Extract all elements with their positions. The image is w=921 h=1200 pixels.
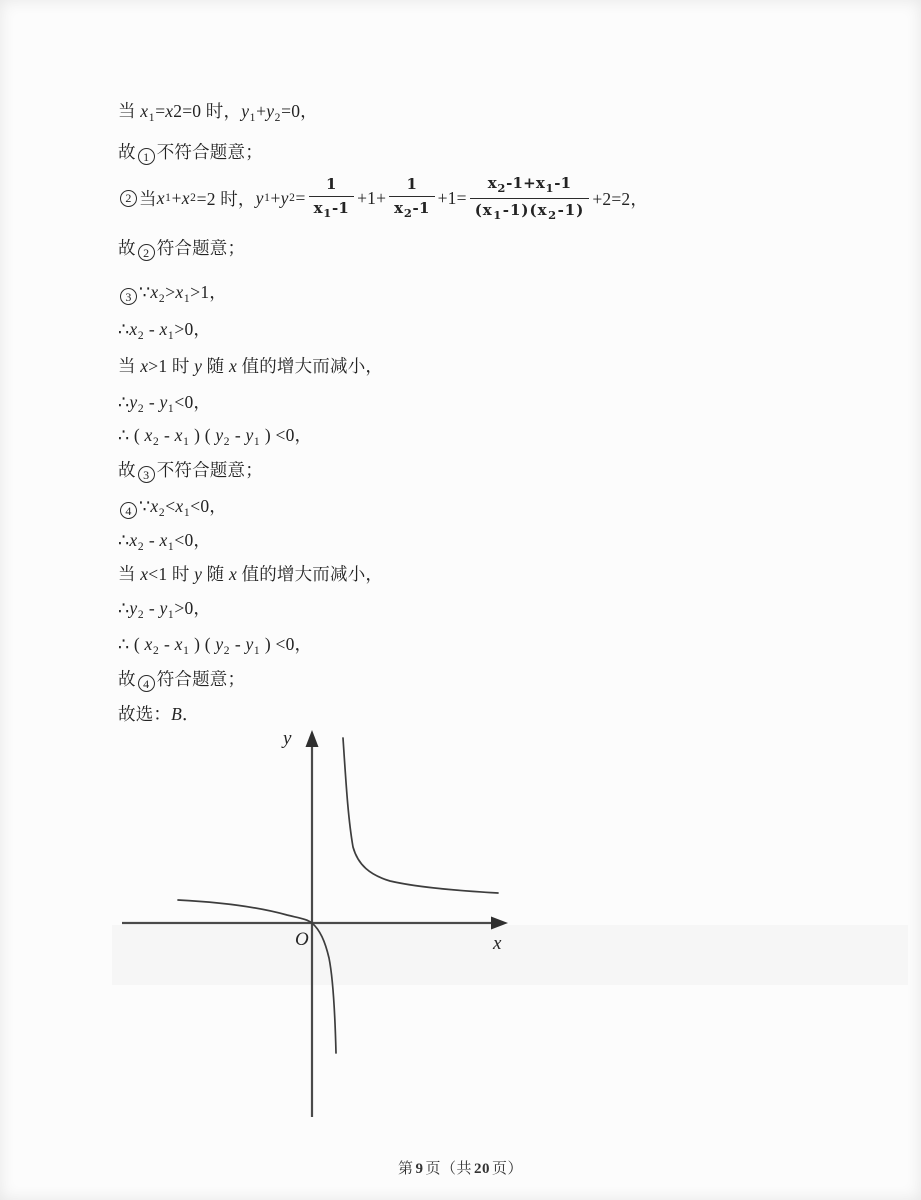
equation-lead: 2 当 x 1 + x 2 =2 时， y 1 + y 2 = xyxy=(118,186,306,211)
footer-middle: 页（共 xyxy=(425,1161,472,1177)
fraction-1 xyxy=(309,175,354,220)
hyperbola-upper-branch xyxy=(343,738,498,893)
solution-line: 故选：B． xyxy=(118,704,200,724)
footer-page-number: 9 xyxy=(415,1161,424,1177)
equation-tail: +2=2， xyxy=(592,188,649,209)
solution-line: 故 2 符合题意； xyxy=(118,238,246,260)
scan-artifact-band xyxy=(112,925,908,985)
solution-line: 故 4 符合题意； xyxy=(118,669,246,691)
footer-total-pages: 20 xyxy=(474,1161,490,1177)
origin-label: O xyxy=(295,929,309,950)
function-graph xyxy=(0,713,921,1150)
solution-line: $\therefore x_2 - x_1<0$， xyxy=(118,530,212,553)
fraction-3 xyxy=(470,174,590,222)
equation-mid: +1+ xyxy=(357,187,387,208)
fraction-denominator: $x_1-1$ xyxy=(309,196,354,220)
solution-line: 故 3 不符合题意； xyxy=(118,460,263,482)
solution-line: $\therefore y_2 - y_1<0$， xyxy=(118,392,212,415)
equation-mid: +1= xyxy=(437,187,467,208)
solution-line: ∴ ( $x_2 - x_1$ ) ( $y_2 - y_1$ ) <0， xyxy=(118,634,313,657)
fraction-2 xyxy=(389,175,434,220)
footer-suffix: 页） xyxy=(492,1161,524,1177)
solution-line: 4 $\because x_2<x_1<0$， xyxy=(118,495,227,524)
solution-line: 故 1 不符合题意； xyxy=(118,142,263,164)
solution-line: 当 x<1 时 y 随 x 值的增大而减小， xyxy=(118,564,384,584)
fraction-numerator: $x_2-1+x_1-1$ xyxy=(487,174,572,196)
equation-line xyxy=(118,166,648,230)
solution-line: ∴ ( $x_2 - x_1$ ) ( $y_2 - y_1$ ) <0， xyxy=(118,425,313,448)
solution-line: 3 $\because x_2>x_1>1$， xyxy=(118,281,227,310)
fraction-numerator: 1 xyxy=(406,175,418,194)
y-axis-arrowhead xyxy=(306,730,319,747)
solution-line: $\therefore y_2 - y_1>0$， xyxy=(118,598,212,621)
footer-prefix: 第 xyxy=(397,1161,414,1177)
x-axis-label: x xyxy=(493,933,502,954)
solution-line: $\therefore x_2 - x_1>0$， xyxy=(118,319,212,342)
fraction-denominator: $x_2-1$ xyxy=(389,196,434,220)
page-footer xyxy=(0,1157,921,1178)
fraction-denominator: $(x_1-1)(x_2-1)$ xyxy=(470,198,590,222)
solution-line: 当 x>1 时 y 随 x 值的增大而减小， xyxy=(118,356,384,376)
solution-line: 当 $x_1=x2=0$ 时，$y_1+y_2=0$， xyxy=(118,101,318,124)
fraction-numerator: 1 xyxy=(326,175,337,194)
y-axis-label: y xyxy=(283,728,292,749)
